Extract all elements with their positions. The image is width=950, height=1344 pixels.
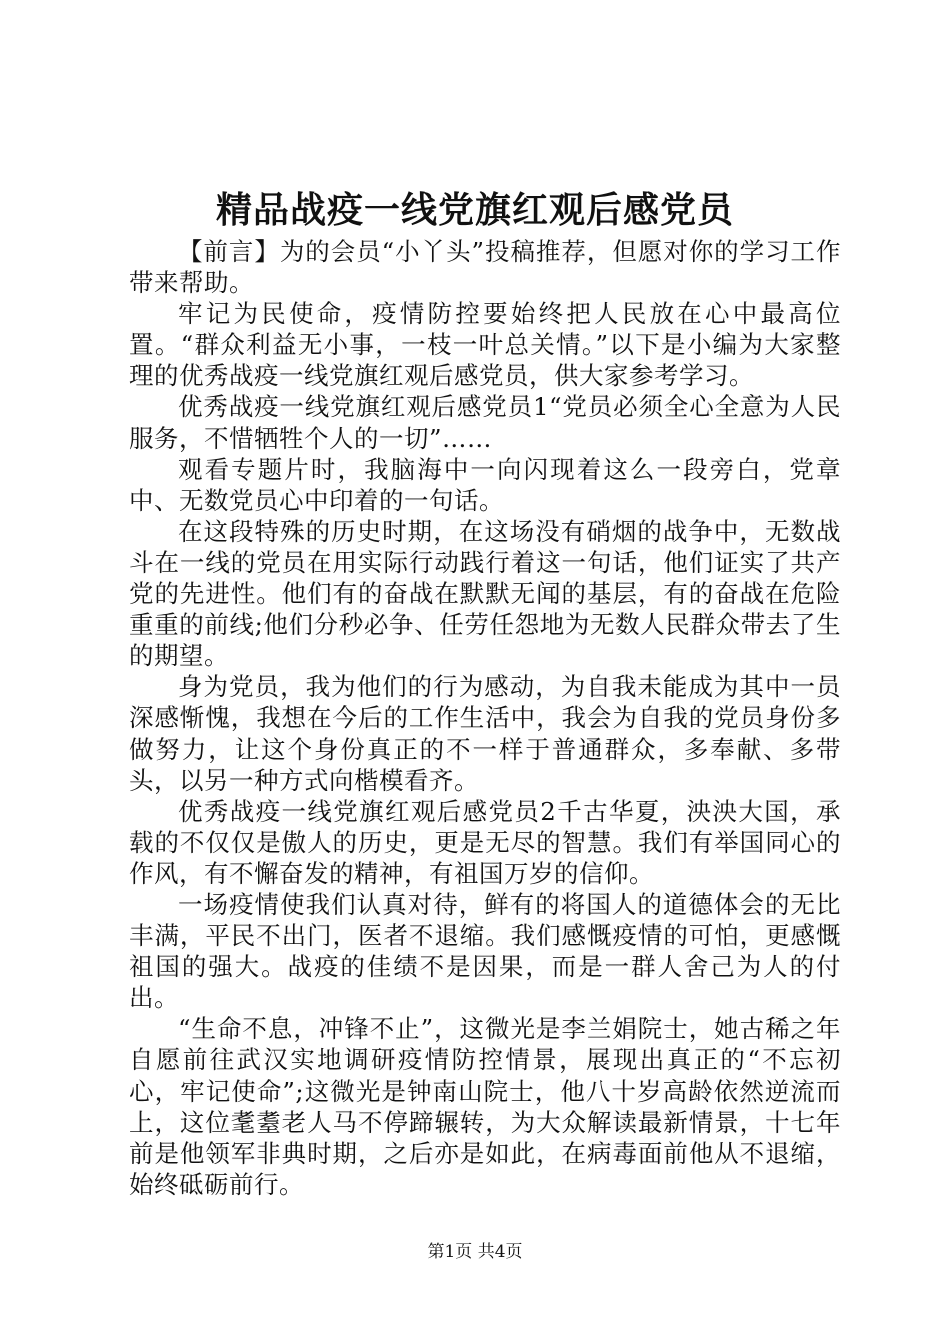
paragraph: 牢记为民使命，疫情防控要始终把人民放在心中最高位置。“群众利益无小事，一枝一叶总关情。”以下是小编为大家整理的优秀战疫一线党旗红观后感党员，供大家参考学习。	[129, 299, 841, 391]
paragraph: 观看专题片时，我脑海中一向闪现着这么一段旁白，党章中、无数党员心中印着的一句话。	[129, 454, 841, 515]
document-body	[129, 236, 841, 1200]
paragraph-preface: 【前言】为的会员“小丫头”投稿推荐，但愿对你的学习工作带来帮助。	[129, 237, 841, 298]
paragraph: 优秀战疫一线党旗红观后感党员2千古华夏，泱泱大国，承载的不仅仅是傲人的历史，更是无尽的智慧。我们有举国同心的作风，有不懈奋发的精神，有祖国万岁的信仰。	[129, 796, 841, 888]
document-title: 精品战疫一线党旗红观后感党员	[215, 189, 734, 231]
paragraph: “生命不息，冲锋不止”，这微光是李兰娟院士，她古稀之年自愿前往武汉实地调研疫情防控情景，展现出真正的“不忘初心，牢记使命”;这微光是钟南山院士，他八十岁高龄依然逆流而上，这位耄耋老人马不停蹄辗转，为大众解读最新情景，十七年前是他领军非典时期，之后亦是如此，在病毒面前他从不退缩，始终砥砺前行。	[129, 1014, 841, 1199]
page-number-footer: 第1页 共4页	[427, 1242, 523, 1262]
paragraph: 在这段特殊的历史时期，在这场没有硝烟的战争中，无数战斗在一线的党员在用实际行动践行着这一句话，他们证实了共产党的先进性。他们有的奋战在默默无闻的基层，有的奋战在危险重重的前线;他们分秒必争、任劳任怨地为无数人民群众带去了生的期望。	[129, 516, 841, 671]
paragraph: 身为党员，我为他们的行为感动，为自我未能成为其中一员深感惭愧，我想在今后的工作生活中，我会为自我的党员身份多做努力，让这个身份真正的不一样于普通群众，多奉献、多带头，以另一种方式向楷模看齐。	[129, 672, 841, 795]
paragraph: 一场疫情使我们认真对待，鲜有的将国人的道德体会的无比丰满，平民不出门，医者不退缩。我们感慨疫情的可怕，更感慨祖国的强大。战疫的佳绩不是因果，而是一群人舍己为人的付出。	[129, 889, 841, 1013]
paragraph: 优秀战疫一线党旗红观后感党员1“党员必须全心全意为人民服务，不惜牺牲个人的一切”……	[129, 392, 841, 453]
